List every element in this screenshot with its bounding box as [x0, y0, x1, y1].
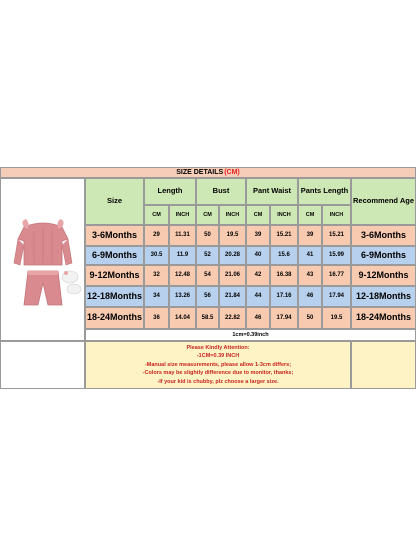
row-pants-cm: 41: [298, 246, 322, 265]
size-chart: [0, 167, 416, 389]
row-pants-inch: 15.99: [322, 246, 351, 265]
product-image: [4, 205, 82, 315]
row-size: 18-24Months: [85, 307, 144, 329]
subheader-inch: INCH: [270, 205, 298, 225]
title-unit: (CM): [224, 168, 240, 176]
subheader-cm: CM: [144, 205, 169, 225]
row-bust-inch: 20.28: [219, 246, 246, 265]
row-waist-cm: 39: [246, 225, 270, 246]
row-waist-cm: 44: [246, 286, 270, 307]
row-bust-cm: 54: [196, 265, 219, 286]
header-size: Size: [85, 178, 144, 225]
header-pants-length: Pants Length: [298, 178, 351, 205]
notes-line: -1CM=0.39 INCH: [196, 353, 240, 360]
size-details-title: [0, 167, 416, 178]
title-text: SIZE DETAILS: [176, 168, 224, 176]
row-age: 3-6Months: [351, 225, 416, 246]
product-image-cell: [0, 178, 85, 341]
row-bust-cm: 52: [196, 246, 219, 265]
row-bust-cm: 50: [196, 225, 219, 246]
row-waist-inch: 17.94: [270, 307, 298, 329]
row-size: 6-9Months: [85, 246, 144, 265]
attention-notes: [85, 341, 351, 389]
row-waist-cm: 40: [246, 246, 270, 265]
row-pants-inch: 17.94: [322, 286, 351, 307]
conversion-note: 1cm=0.39inch: [85, 329, 416, 341]
notes-heading: Please Kindly Attention:: [186, 344, 250, 351]
row-length-cm: 34: [144, 286, 169, 307]
row-size: 3-6Months: [85, 225, 144, 246]
header-length: Length: [144, 178, 196, 205]
row-size: 9-12Months: [85, 265, 144, 286]
notes-line: -Manual size measurements, please allow 1-3cm differs;: [144, 361, 292, 368]
row-waist-inch: 17.16: [270, 286, 298, 307]
row-waist-inch: 15.21: [270, 225, 298, 246]
header-bust: Bust: [196, 178, 246, 205]
header-recommend-age: Recommend Age: [351, 178, 416, 225]
row-bust-inch: 19.5: [219, 225, 246, 246]
row-age: 18-24Months: [351, 307, 416, 329]
row-age: 6-9Months: [351, 246, 416, 265]
row-length-inch: 11.31: [169, 225, 196, 246]
row-size: 12-18Months: [85, 286, 144, 307]
row-bust-cm: 58.5: [196, 307, 219, 329]
notes-side-cell: [351, 341, 416, 389]
row-pants-inch: 16.77: [322, 265, 351, 286]
notes-left-cell: [0, 341, 85, 389]
row-pants-cm: 43: [298, 265, 322, 286]
row-bust-inch: 21.84: [219, 286, 246, 307]
row-length-inch: 11.9: [169, 246, 196, 265]
row-waist-inch: 15.6: [270, 246, 298, 265]
row-pants-inch: 15.21: [322, 225, 351, 246]
subheader-cm: CM: [246, 205, 270, 225]
row-length-cm: 30.5: [144, 246, 169, 265]
subheader-inch: INCH: [322, 205, 351, 225]
row-length-cm: 32: [144, 265, 169, 286]
notes-line: -Colors may be slightly difference due to monitor, thanks;: [142, 370, 294, 377]
row-length-inch: 13.26: [169, 286, 196, 307]
row-waist-inch: 16.38: [270, 265, 298, 286]
subheader-cm: CM: [298, 205, 322, 225]
row-length-inch: 12.48: [169, 265, 196, 286]
subheader-cm: CM: [196, 205, 219, 225]
row-bust-inch: 22.82: [219, 307, 246, 329]
header-pant-waist: Pant Waist: [246, 178, 298, 205]
row-pants-cm: 46: [298, 286, 322, 307]
row-length-inch: 14.04: [169, 307, 196, 329]
row-bust-inch: 21.06: [219, 265, 246, 286]
subheader-inch: INCH: [219, 205, 246, 225]
row-length-cm: 36: [144, 307, 169, 329]
row-pants-cm: 50: [298, 307, 322, 329]
row-age: 12-18Months: [351, 286, 416, 307]
row-pants-inch: 19.5: [322, 307, 351, 329]
subheader-inch: INCH: [169, 205, 196, 225]
row-pants-cm: 39: [298, 225, 322, 246]
row-waist-cm: 42: [246, 265, 270, 286]
row-length-cm: 29: [144, 225, 169, 246]
notes-line: -If your kid is chubby, plz choose a larger size.: [157, 378, 279, 385]
row-bust-cm: 56: [196, 286, 219, 307]
row-waist-cm: 46: [246, 307, 270, 329]
row-age: 9-12Months: [351, 265, 416, 286]
